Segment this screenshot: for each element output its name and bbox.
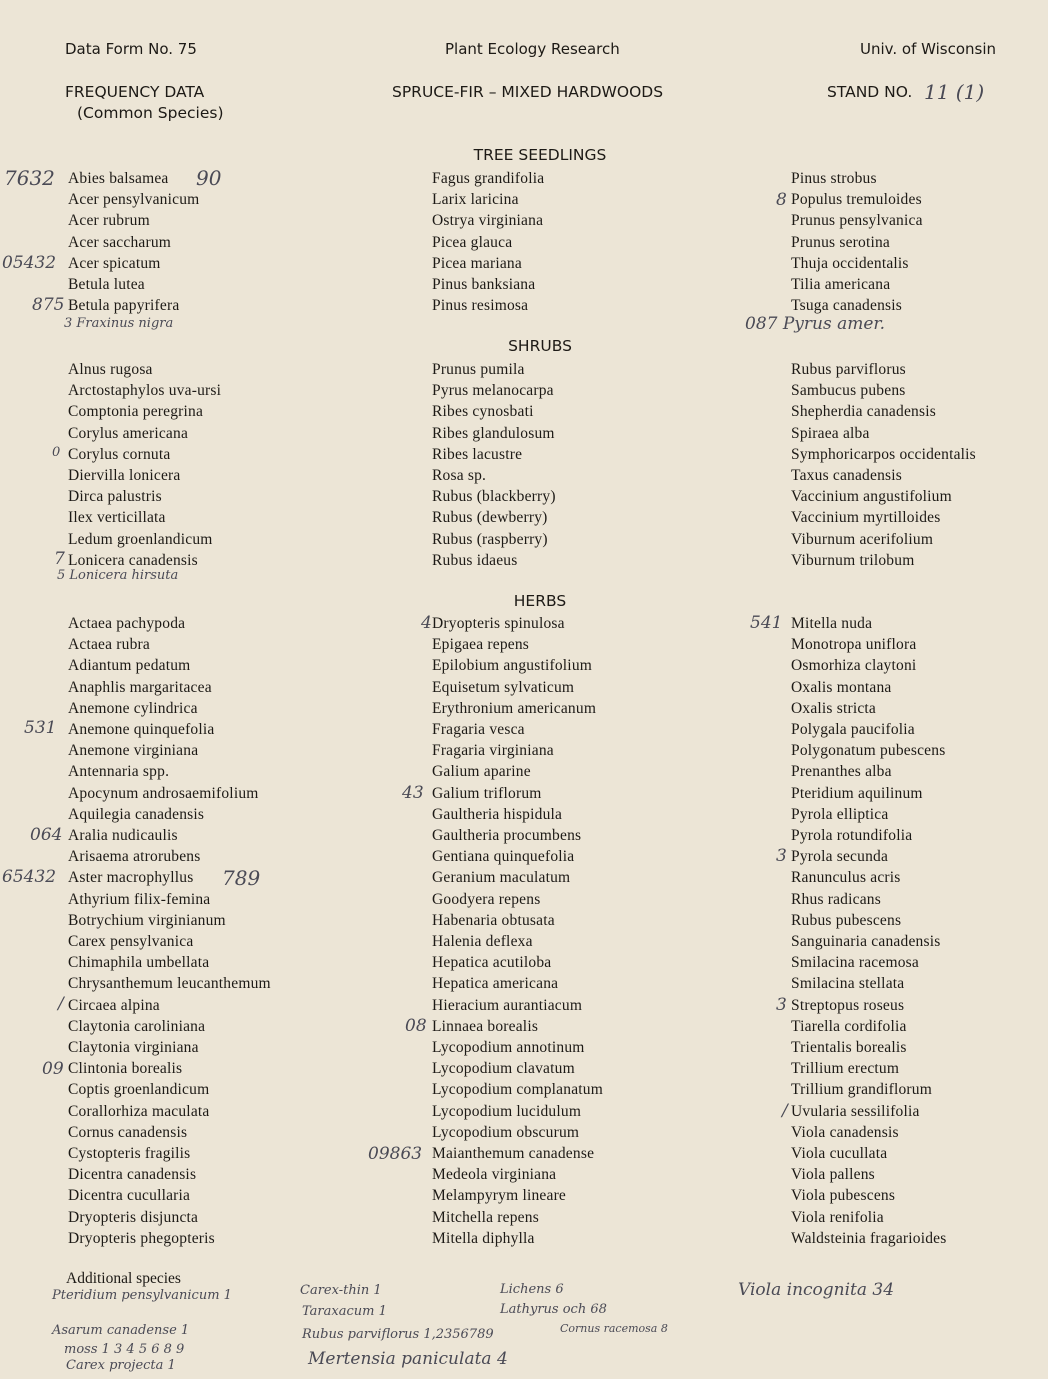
handwritten-note: 65432	[2, 867, 57, 887]
section-title-shrubs: SHRUBS	[508, 337, 572, 355]
list-item: Pyrola secunda	[791, 848, 889, 866]
handwritten-note: 087 Pyrus amer.	[745, 314, 886, 334]
list-item: Hepatica acutiloba	[432, 954, 552, 972]
list-item: Anemone quinquefolia	[68, 721, 215, 739]
list-item: Lycopodium lucidulum	[432, 1102, 582, 1120]
list-item: Oxalis stricta	[791, 699, 877, 717]
handwritten-additional: Asarum canadense 1	[52, 1323, 190, 1338]
list-item: Gentiana quinquefolia	[432, 848, 575, 866]
list-item: Acer rubrum	[68, 212, 150, 230]
list-item: Tiarella cordifolia	[791, 1017, 907, 1035]
shrubs-col1	[68, 359, 221, 571]
handwritten-note: 05432	[2, 253, 57, 273]
list-item: Tsuga canadensis	[791, 297, 903, 315]
list-item: Acer spicatum	[68, 254, 161, 272]
list-item: Habenaria obtusata	[432, 911, 555, 929]
list-item: Picea glauca	[432, 233, 513, 251]
handwritten-note: 3	[776, 995, 787, 1015]
list-item: Rosa sp.	[432, 467, 487, 485]
list-item: Claytonia caroliniana	[68, 1017, 206, 1035]
list-item: Goodyera repens	[432, 890, 541, 908]
list-item: Shepherdia canadensis	[791, 403, 936, 421]
handwritten-note: 09	[42, 1059, 64, 1079]
handwritten-note: 541	[750, 613, 783, 633]
frequency-subtitle: (Common Species)	[77, 104, 224, 122]
list-item: Dirca palustris	[68, 488, 162, 506]
list-item: Tilia americana	[791, 276, 891, 294]
list-item: Smilacina racemosa	[791, 954, 919, 972]
list-item: Rubus idaeus	[432, 551, 518, 569]
list-item: Streptopus roseus	[791, 996, 905, 1014]
list-item: Ostrya virginiana	[432, 212, 544, 230]
list-item: Linnaea borealis	[432, 1017, 539, 1035]
list-item: Ilex verticillata	[68, 509, 166, 527]
handwritten-note: 09863	[368, 1144, 423, 1164]
list-item: Halenia deflexa	[432, 933, 533, 951]
list-item: Actaea rubra	[68, 636, 150, 654]
list-item: Circaea alpina	[68, 996, 160, 1014]
herbs-col3	[791, 613, 946, 1249]
list-item: Aster macrophyllus	[68, 869, 194, 887]
list-item: Lycopodium obscurum	[432, 1123, 580, 1141]
list-item: Monotropa uniflora	[791, 636, 917, 654]
handwritten-additional: Taraxacum 1	[302, 1304, 387, 1319]
list-item: Rubus (dewberry)	[432, 509, 548, 527]
handwritten-note: 3 Fraxinus nigra	[64, 316, 174, 331]
list-item: Aralia nudicaulis	[68, 827, 178, 845]
list-item: Viola cucullata	[791, 1145, 888, 1163]
list-item: Fagus grandifolia	[432, 170, 545, 187]
list-item: Arisaema atrorubens	[68, 848, 201, 866]
handwritten-note: /	[58, 994, 64, 1014]
list-item: Betula lutea	[68, 276, 145, 294]
list-item: Botrychium virginianum	[68, 911, 226, 929]
list-item: Thuja occidentalis	[791, 254, 909, 272]
list-item: Viola renifolia	[791, 1208, 884, 1226]
list-item: Anaphlis margaritacea	[68, 678, 212, 696]
list-item: Symphoricarpos occidentalis	[791, 445, 976, 463]
list-item: Spiraea alba	[791, 424, 870, 442]
handwritten-additional: Viola incognita 34	[738, 1280, 895, 1300]
list-item: Comptonia peregrina	[68, 403, 204, 421]
list-item: Viburnum acerifolium	[791, 530, 934, 548]
list-item: Gaultheria hispidula	[432, 805, 563, 823]
list-item: Trillium erectum	[791, 1060, 900, 1078]
list-item: Viola pubescens	[791, 1187, 896, 1205]
handwritten-note: /	[782, 1101, 788, 1121]
handwritten-note: 789	[222, 866, 261, 890]
handwritten-note: 064	[30, 825, 63, 845]
list-item: Larix laricina	[432, 191, 519, 209]
handwritten-note: 3	[776, 846, 787, 866]
list-item: Smilacina stellata	[791, 975, 905, 993]
list-item: Taxus canadensis	[791, 467, 903, 485]
herbs-col2	[432, 613, 603, 1249]
list-item: Lonicera canadensis	[68, 551, 198, 569]
handwritten-note: 8	[776, 190, 787, 210]
handwritten-additional: Pteridium pensylvanicum 1	[52, 1288, 232, 1303]
list-item: Waldsteinia fragarioides	[791, 1229, 947, 1247]
herbs-col1	[68, 613, 271, 1249]
list-item: Prunus serotina	[791, 233, 891, 251]
list-item: Anemone cylindrica	[68, 699, 198, 717]
list-item: Oxalis montana	[791, 678, 892, 696]
handwritten-note: 43	[402, 783, 424, 803]
list-item: Ranunculus acris	[791, 869, 901, 887]
list-item: Chimaphila umbellata	[68, 954, 210, 972]
list-item: Pinus banksiana	[432, 276, 536, 294]
list-item: Claytonia virginiana	[68, 1039, 199, 1057]
list-item: Pyrola elliptica	[791, 805, 889, 823]
handwritten-note: 5 Lonicera hirsuta	[57, 568, 179, 583]
frequency-title: FREQUENCY DATA	[65, 83, 205, 101]
list-item: Pinus resimosa	[432, 297, 529, 315]
list-item: Corylus cornuta	[68, 445, 171, 463]
tree-seedlings-col2	[432, 168, 544, 316]
handwritten-additional: Carex-thin 1	[300, 1283, 382, 1298]
handwritten-additional: Lathyrus och 68	[500, 1302, 607, 1317]
list-item: Anemone virginiana	[68, 742, 199, 760]
list-item: Dryopteris phegopteris	[68, 1229, 215, 1247]
list-item: Betula papyrifera	[68, 297, 180, 315]
list-item: Dryopteris spinulosa	[432, 615, 565, 632]
list-item: Erythronium americanum	[432, 699, 597, 717]
list-item: Sanguinaria canadensis	[791, 933, 941, 951]
handwritten-note: 7	[54, 549, 65, 569]
list-item: Polygala paucifolia	[791, 721, 915, 739]
section-title-herbs: HERBS	[513, 592, 567, 610]
list-item: Carex pensylvanica	[68, 933, 194, 951]
list-item: Rubus parviflorus	[791, 361, 906, 378]
list-item: Pinus strobus	[791, 170, 877, 187]
list-item: Coptis groenlandicum	[68, 1081, 210, 1099]
list-item: Alnus rugosa	[68, 361, 153, 378]
list-item: Acer saccharum	[68, 233, 172, 251]
list-item: Fragaria vesca	[432, 721, 525, 739]
list-item: Arctostaphylos uva-ursi	[68, 382, 222, 400]
list-item: Actaea pachypoda	[68, 615, 186, 632]
handwritten-note: 7632	[4, 166, 55, 190]
list-item: Vaccinium angustifolium	[791, 488, 952, 506]
list-item: Viburnum trilobum	[791, 551, 915, 569]
list-item: Ribes lacustre	[432, 445, 523, 463]
list-item: Prunus pumila	[432, 361, 525, 378]
list-item: Dicentra cucullaria	[68, 1187, 191, 1205]
shrubs-col2	[432, 359, 556, 571]
shrubs-col3	[791, 359, 976, 571]
list-item: Athyrium filix-femina	[68, 890, 211, 908]
list-item: Prunus pensylvanica	[791, 212, 923, 230]
list-item: Ribes glandulosum	[432, 424, 555, 442]
list-item: Adiantum pedatum	[68, 657, 191, 675]
handwritten-additional: Cornus racemosa 8	[560, 1322, 668, 1335]
section-title-tree-seedlings: TREE SEEDLINGS	[473, 146, 607, 164]
handwritten-note: 875	[32, 295, 65, 315]
list-item: Pyrus melanocarpa	[432, 382, 554, 400]
list-item: Cornus canadensis	[68, 1123, 188, 1141]
handwritten-note: 4	[421, 613, 432, 633]
community-title: SPRUCE-FIR – MIXED HARDWOODS	[392, 83, 664, 101]
list-item: Medeola virginiana	[432, 1166, 557, 1184]
list-item: Maianthemum canadense	[432, 1145, 595, 1163]
list-item: Pteridium aquilinum	[791, 784, 923, 802]
list-item: Rubus (blackberry)	[432, 488, 556, 506]
institution-center: Plant Ecology Research	[445, 40, 620, 58]
list-item: Mitella nuda	[791, 615, 873, 632]
list-item: Lycopodium annotinum	[432, 1039, 585, 1057]
list-item: Fragaria virginiana	[432, 742, 554, 760]
tree-seedlings-col3	[791, 168, 923, 316]
list-item: Gaultheria procumbens	[432, 827, 582, 845]
list-item: Rhus radicans	[791, 890, 881, 908]
list-item: Mitella diphylla	[432, 1229, 535, 1247]
handwritten-additional: Lichens 6	[500, 1282, 564, 1297]
list-item: Mitchella repens	[432, 1208, 539, 1226]
institution-right: Univ. of Wisconsin	[860, 40, 997, 58]
form-number: Data Form No. 75	[65, 40, 197, 58]
list-item: Corylus americana	[68, 424, 189, 442]
list-item: Melampyrym lineare	[432, 1187, 567, 1205]
handwritten-additional: Carex projecta 1	[66, 1358, 176, 1373]
list-item: Viola canadensis	[791, 1123, 899, 1141]
list-item: Abies balsamea	[68, 170, 169, 187]
list-item: Hepatica americana	[432, 975, 559, 993]
handwritten-note: 0	[52, 445, 61, 460]
list-item: Prenanthes alba	[791, 763, 892, 781]
list-item: Geranium maculatum	[432, 869, 571, 887]
list-item: Uvularia sessilifolia	[791, 1102, 920, 1120]
list-item: Viola pallens	[791, 1166, 875, 1184]
list-item: Corallorhiza maculata	[68, 1102, 210, 1120]
list-item: Lycopodium clavatum	[432, 1060, 575, 1078]
handwritten-note: 08	[405, 1016, 427, 1036]
list-item: Rubus pubescens	[791, 911, 902, 929]
list-item: Sambucus pubens	[791, 382, 906, 400]
list-item: Clintonia borealis	[68, 1060, 183, 1078]
list-item: Aquilegia canadensis	[68, 805, 205, 823]
list-item: Dicentra canadensis	[68, 1166, 197, 1184]
list-item: Ribes cynosbati	[432, 403, 534, 421]
list-item: Cystopteris fragilis	[68, 1145, 191, 1163]
list-item: Apocynum androsaemifolium	[68, 784, 259, 802]
list-item: Galium triflorum	[432, 784, 542, 802]
list-item: Populus tremuloides	[791, 191, 922, 209]
list-item: Rubus (raspberry)	[432, 530, 548, 548]
handwritten-note: 90	[196, 166, 222, 190]
list-item: Galium aparine	[432, 763, 531, 781]
handwritten-additional: moss 1 3 4 5 6 8 9	[64, 1342, 185, 1357]
list-item: Acer pensylvanicum	[68, 191, 200, 209]
list-item: Trillium grandiflorum	[791, 1081, 932, 1099]
list-item: Hieracium aurantiacum	[432, 996, 583, 1014]
stand-label: STAND NO.	[827, 83, 913, 101]
stand-value: 11 (1)	[924, 80, 985, 104]
list-item: Epigaea repens	[432, 636, 530, 654]
list-item: Lycopodium complanatum	[432, 1081, 603, 1099]
list-item: Dryopteris disjuncta	[68, 1208, 199, 1226]
handwritten-note: 531	[24, 718, 57, 738]
tree-seedlings-col1	[68, 168, 199, 316]
list-item: Osmorhiza claytoni	[791, 657, 917, 675]
list-item: Polygonatum pubescens	[791, 742, 946, 760]
additional-species-label: Additional species	[66, 1270, 181, 1287]
list-item: Chrysanthemum leucanthemum	[68, 975, 271, 993]
list-item: Antennaria spp.	[68, 763, 170, 781]
list-item: Trientalis borealis	[791, 1039, 907, 1057]
list-item: Vaccinium myrtilloides	[791, 509, 941, 527]
list-item: Epilobium angustifolium	[432, 657, 593, 675]
list-item: Ledum groenlandicum	[68, 530, 213, 548]
list-item: Pyrola rotundifolia	[791, 827, 913, 845]
handwritten-additional: Rubus parviflorus 1,2356789	[302, 1327, 494, 1342]
list-item: Diervilla lonicera	[68, 467, 181, 485]
list-item: Picea mariana	[432, 254, 522, 272]
handwritten-additional: Mertensia paniculata 4	[308, 1349, 508, 1369]
list-item: Equisetum sylvaticum	[432, 678, 575, 696]
